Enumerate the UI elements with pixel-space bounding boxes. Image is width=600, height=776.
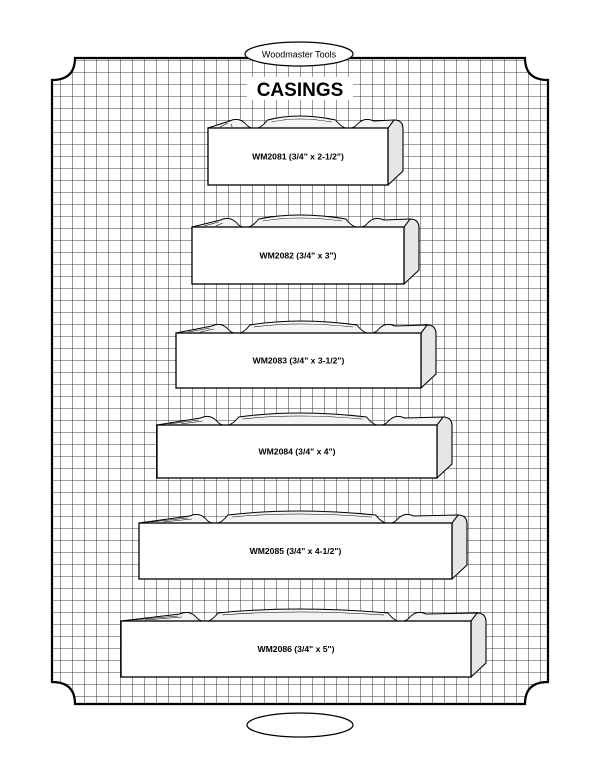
casing-profile-3 bbox=[176, 321, 436, 388]
casing-label-4: WM2084 (3/4" x 4") bbox=[258, 446, 336, 457]
casing-label-6: WM2086 (3/4" x 5") bbox=[257, 644, 335, 654]
casing-profile-4 bbox=[157, 413, 452, 478]
page-title: CASINGS bbox=[256, 80, 344, 101]
brand-badge bbox=[245, 42, 353, 66]
casing-profile-2 bbox=[192, 215, 419, 284]
casing-label-3: WM2083 (3/4" x 3-1/2") bbox=[252, 355, 345, 366]
casing-label-2: WM2082 (3/4" x 3") bbox=[259, 250, 337, 261]
casing-label-1: WM2081 (3/4" x 2-1/2") bbox=[252, 151, 344, 162]
title-box bbox=[247, 77, 353, 101]
casing-profile-5 bbox=[139, 511, 467, 579]
casing-profile-6 bbox=[121, 609, 486, 677]
bottom-oval bbox=[247, 713, 353, 737]
casing-label-5: WM2085 (3/4" x 4-1/2") bbox=[249, 546, 342, 556]
casing-profile-1 bbox=[208, 116, 403, 185]
brand-name: Woodmaster Tools bbox=[261, 49, 337, 60]
